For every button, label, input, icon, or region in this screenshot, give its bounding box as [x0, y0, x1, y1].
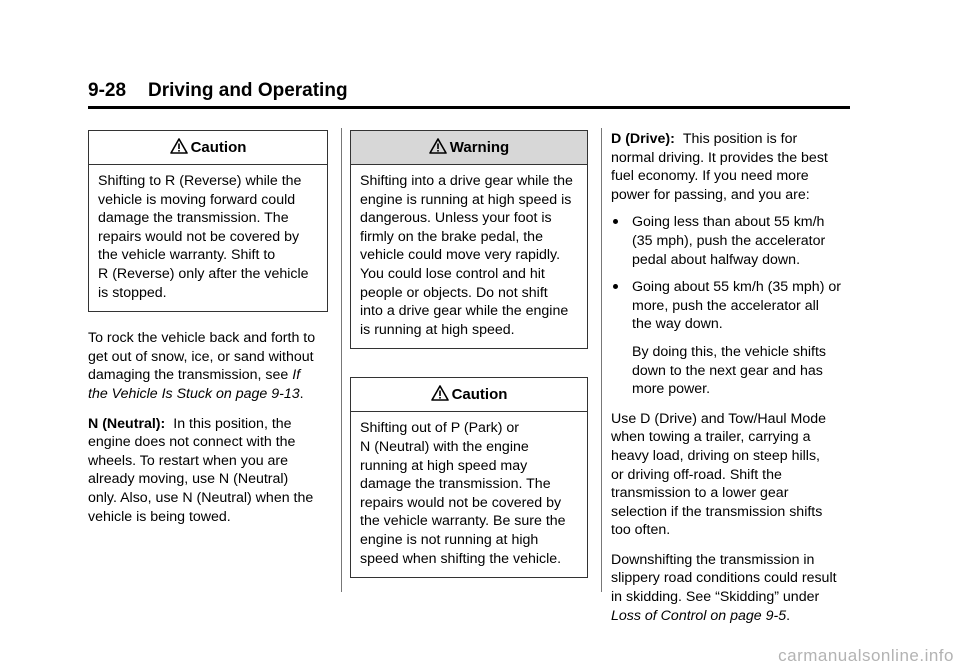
text-line: slippery road conditions could result [611, 570, 837, 587]
text-line: damage the transmission. The [360, 476, 551, 493]
text-line [88, 415, 328, 434]
text-line: engine is not running at high [360, 531, 539, 548]
warning-title-text: Warning [449, 139, 510, 156]
text-line: is stopped. [98, 284, 167, 301]
text-line: Shifting to R (Reverse) while the [98, 173, 302, 189]
neutral-paragraph [88, 415, 328, 527]
caution-title [89, 131, 327, 165]
text-line: Going less than about 55 km/h [632, 214, 825, 231]
text-line: engine is running at high speed is [360, 191, 572, 208]
text-line: the vehicle warranty. Shift to [98, 247, 276, 264]
text-line: vehicle could move very rapidly. [360, 247, 561, 264]
cross-reference-link[interactable]: If [292, 367, 301, 384]
column-divider-1 [341, 128, 342, 592]
text-line: or driving off-road. Shift the [611, 466, 782, 483]
text-line: vehicle is being towed. [88, 508, 231, 525]
drive-label: D (Drive): [611, 131, 675, 147]
column-divider-2 [601, 128, 602, 592]
caution-body [89, 165, 327, 311]
warning-icon [429, 138, 447, 154]
text-line: wheels. To restart when you are [88, 452, 289, 469]
caution-title-2 [351, 378, 587, 412]
text-line: vehicle is moving forward could [98, 191, 296, 208]
text-line: Shifting into a drive gear while the [360, 173, 573, 189]
text-line: repairs would not be covered by [360, 494, 562, 511]
text-line: damage the transmission. The [98, 210, 289, 227]
section-title: Driving and Operating [148, 80, 348, 101]
text-line: too often. [611, 522, 671, 539]
text-line [611, 130, 856, 149]
caution-body-2 [351, 412, 587, 577]
text-line [88, 385, 328, 404]
warning-title [351, 131, 587, 165]
caution-title-text: Caution [451, 386, 508, 404]
text-line: Downshifting the transmission in [611, 551, 815, 568]
text-line: power for passing, and you are: [611, 186, 810, 203]
watermark: carmanualsonline.info [778, 646, 954, 665]
caution-icon [431, 385, 449, 401]
text-line: normal driving. It provides the best [611, 149, 828, 166]
text-line: more power. [632, 381, 711, 398]
text-line: down to the next gear and has [632, 362, 823, 379]
list-item-note [611, 343, 856, 399]
text-line: engine does not connect with the [88, 434, 296, 451]
text-line: By doing this, the vehicle shifts [632, 343, 826, 360]
drive-paragraph [611, 130, 856, 204]
text-line: people or objects. Do not shift [360, 284, 548, 301]
text-run: . [299, 385, 304, 402]
page-header [88, 80, 850, 109]
text-line: the vehicle warranty. Be sure the [360, 513, 566, 530]
bullet-icon [613, 284, 618, 289]
caution-title-text: Caution [190, 139, 247, 156]
text-line [611, 607, 856, 626]
cross-reference-link[interactable]: Loss of Control on page 9-5 [611, 607, 787, 624]
text-line: into a drive gear while the engine [360, 303, 569, 320]
text-line: fuel economy. If you need more [611, 168, 809, 185]
column-1 [88, 130, 328, 526]
rocking-paragraph [88, 329, 328, 403]
caution-icon [170, 138, 188, 154]
text-line: Shifting out of P (Park) or [360, 420, 520, 437]
downshift-paragraph [611, 551, 856, 625]
column-2 [350, 130, 588, 578]
caution-box-2 [350, 377, 588, 578]
text-line [88, 366, 328, 385]
text-line: speed when shifting the vehicle. [360, 550, 562, 567]
text-line: selection if the transmission shifts [611, 503, 823, 520]
text-line: R (Reverse) only after the vehicle [98, 265, 309, 282]
list-item [611, 213, 856, 269]
text-line: the way down. [632, 316, 723, 333]
text-line: is running at high speed. [360, 321, 515, 338]
text-line: To rock the vehicle back and forth to [88, 330, 316, 347]
text-run: damaging the transmission, see [88, 367, 289, 384]
page-number: 9-28 [88, 80, 127, 101]
text-line: running at high speed may [360, 457, 528, 474]
column-3 [611, 130, 856, 625]
text-run: In this position, the [173, 415, 292, 432]
text-line: N (Neutral) with the engine [360, 438, 529, 455]
tow-haul-paragraph [611, 410, 856, 540]
text-line: Use D (Drive) and Tow/Haul Mode [611, 410, 826, 427]
text-line: firmly on the brake pedal, the [360, 228, 543, 245]
text-line: dangerous. Unless your foot is [360, 210, 552, 227]
text-line: Going about 55 km/h (35 mph) or [632, 279, 841, 296]
text-line: in skidding. See “Skidding” under [611, 589, 820, 606]
neutral-label: N (Neutral): [88, 415, 166, 432]
text-line: only. Also, use N (Neutral) when the [88, 489, 314, 506]
text-line: pedal about halfway down. [632, 251, 801, 268]
text-line: heavy load, driving on steep hills, [611, 447, 820, 464]
text-line: get out of snow, ice, or sand without [88, 348, 314, 365]
text-line: repairs would not be covered by [98, 228, 300, 245]
text-run: This position is for [682, 131, 798, 147]
text-line: when towing a trailer, carrying a [611, 429, 811, 446]
bullet-icon [613, 219, 618, 224]
text-line: already moving, use N (Neutral) [88, 471, 289, 488]
text-run: . [786, 607, 791, 624]
warning-box [350, 130, 588, 349]
text-line: transmission to a lower gear [611, 485, 789, 502]
list-item [611, 278, 856, 334]
cross-reference-link[interactable]: the Vehicle Is Stuck on page 9-13 [88, 385, 300, 402]
text-line: You could lose control and hit [360, 265, 545, 282]
warning-body [351, 165, 587, 348]
caution-box [88, 130, 328, 312]
text-line: more, push the accelerator all [632, 297, 819, 314]
text-line: (35 mph), push the accelerator [632, 232, 826, 249]
